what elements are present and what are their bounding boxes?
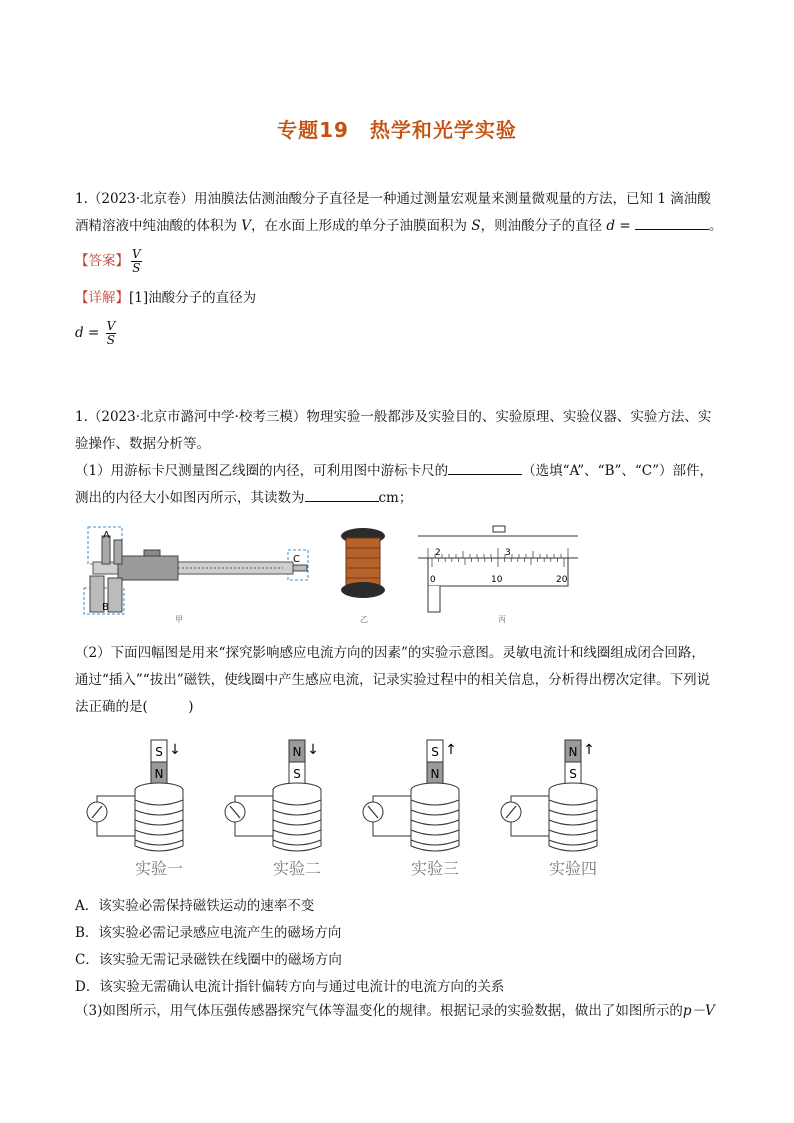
option-d: D．该实验无需确认电流计指针偏转方向与通过电流计的电流方向的关系 <box>75 979 505 995</box>
motion-arrow: ↓ <box>307 742 319 758</box>
experiment-label: 实验四 <box>548 859 598 878</box>
wire-top <box>373 796 411 802</box>
answer-label: 【答案】 <box>75 253 129 269</box>
wire-bottom <box>97 822 135 836</box>
q2-part2-line2: 通过“插入”“拔出”磁铁，使线圈中产生感应电流，记录实验过程中的相关信息，分析得出楞次定律。下列说 <box>75 672 711 688</box>
magnet-top-pole: N <box>568 745 578 759</box>
magnet-bottom-pole: N <box>430 767 440 781</box>
q2-p1-c: 测出的内径大小如图丙所示，其读数为 <box>75 490 305 506</box>
q2-p1-blank1 <box>448 460 522 475</box>
formula-denominator: S <box>106 333 116 347</box>
coil-bottom <box>273 846 321 851</box>
caliper-drawing <box>84 527 308 614</box>
detail-text: [1]油酸分子的直径为 <box>129 290 257 306</box>
option-b: B．该实验必需记录感应电流产生的磁场方向 <box>75 925 342 941</box>
label-c: C <box>293 554 300 565</box>
formula-fraction <box>106 320 117 347</box>
formula-numerator: V <box>106 319 116 333</box>
q2-p3-text: （3)如图所示，用气体压强传感器探究气体等温变化的规律。根据记录的实验数据，做出了如图所示的 <box>75 1003 683 1019</box>
q1-answer <box>75 246 725 276</box>
vernier-label-10: 10 <box>491 575 503 585</box>
magnet-bottom-pole: S <box>293 767 301 781</box>
formula-eq: = <box>83 325 104 341</box>
motion-arrow: ↑ <box>445 742 457 758</box>
q2-intro-line1: 1.（2023·北京市潞河中学·校考三模）物理实验一般都涉及实验目的、实验原理、实验仪器、实验方法、实 <box>75 409 712 425</box>
q2-p1-b: （选填“A”、“B”、“C”）部件， <box>522 463 714 479</box>
answer-numerator: V <box>132 247 141 261</box>
detail-label: 【详解】 <box>75 290 129 306</box>
q1-text-line1: 1.（2023·北京卷）用油膜法估测油酸分子直径是一种通过测量宏观量来测量微观量的方法，已知 1 滴油酸 <box>75 191 711 207</box>
label-b: B <box>102 602 109 613</box>
experiment-3 <box>363 740 459 878</box>
magnet-bottom-pole: S <box>569 767 577 781</box>
q1-answer-blank <box>635 215 709 230</box>
magnet-top-pole: S <box>431 745 439 759</box>
experiment-label: 实验二 <box>272 859 322 878</box>
figure-experiments <box>75 732 635 882</box>
wire-top <box>97 796 135 802</box>
coil-body <box>549 790 597 846</box>
coil-bottom <box>411 846 459 851</box>
q2-part1-line1 <box>75 458 725 485</box>
answer-denominator: S <box>132 261 141 275</box>
q2-p1-a: （1）用游标卡尺测量图乙线圈的内径，可利用图中游标卡尺的 <box>75 463 449 479</box>
experiment-label: 实验三 <box>410 859 460 878</box>
figure-caliper <box>78 522 578 628</box>
motion-arrow: ↓ <box>169 742 181 758</box>
coil-body <box>135 790 183 846</box>
vernier-label-0: 0 <box>430 575 436 585</box>
q2-part2-line1: （2）下面四幅图是用来“探究影响感应电流方向的因素”的实验示意图。灵敏电流计和线圈组成闭合回路， <box>75 645 705 661</box>
caption-yi: 乙 <box>360 615 368 624</box>
q2-part3 <box>75 998 725 1025</box>
q2-p3-var: p－V <box>682 1003 715 1019</box>
wire-top <box>235 796 273 802</box>
page-title: 专题19 热学和光学实验 <box>277 118 517 142</box>
q2-p1-d: cm； <box>378 490 413 506</box>
q1-detail <box>75 285 725 312</box>
q1-text-c: ，则油酸分子的直径 <box>480 218 607 234</box>
wire-bottom <box>235 822 273 836</box>
q1-line2 <box>75 213 725 240</box>
experiment-1 <box>87 740 183 878</box>
label-a: A <box>103 530 110 541</box>
q1-eq: = <box>615 218 635 234</box>
coil-bottom <box>135 846 183 851</box>
q1-var-v: V <box>241 218 252 234</box>
option-c: C．该实验无需记录磁铁在线圈中的磁场方向 <box>75 952 342 968</box>
tick-label-2: 2 <box>435 548 441 558</box>
vernier-label-20: 20 <box>556 575 568 585</box>
wire-bottom <box>511 822 549 836</box>
q1-text-b: ，在水面上形成的单分子油膜面积为 <box>251 218 472 234</box>
option-a: A．该实验必需保持磁铁运动的速率不变 <box>75 898 315 914</box>
magnet-bottom-pole: N <box>154 767 164 781</box>
q1-text-a: 酒精溶液中纯油酸的体积为 <box>75 218 242 234</box>
magnet-top-pole: N <box>292 745 302 759</box>
wire-bottom <box>373 822 411 836</box>
q1-line1 <box>75 186 725 213</box>
q2-p1-blank2 <box>305 487 379 502</box>
experiment-2 <box>225 740 321 878</box>
experiment-label: 实验一 <box>134 859 184 878</box>
q1-formula <box>75 318 725 348</box>
coil-drawing <box>341 528 385 598</box>
q1-end: 。 <box>708 218 723 234</box>
q2-part2-line3: 法正确的是( ) <box>75 699 194 715</box>
experiment-group <box>87 740 597 878</box>
q1-var-s: S <box>471 218 481 234</box>
q2-intro-line2: 验操作、数据分析等。 <box>75 436 210 452</box>
caption-jia: 甲 <box>175 615 183 624</box>
experiment-4 <box>501 740 597 878</box>
answer-fraction <box>131 248 142 275</box>
magnet-top-pole: S <box>155 745 163 759</box>
formula-lhs: d <box>75 325 84 341</box>
vernier-scale <box>418 526 578 612</box>
wire-top <box>511 796 549 802</box>
q2-part1-line2 <box>75 485 725 512</box>
coil-body <box>411 790 459 846</box>
main-scale-ticks <box>428 548 568 558</box>
coil-body <box>273 790 321 846</box>
motion-arrow: ↑ <box>583 742 595 758</box>
coil-bottom <box>549 846 597 851</box>
q1-var-d: d <box>606 218 616 234</box>
caption-bing: 丙 <box>498 615 506 624</box>
tick-label-3: 3 <box>505 548 511 558</box>
